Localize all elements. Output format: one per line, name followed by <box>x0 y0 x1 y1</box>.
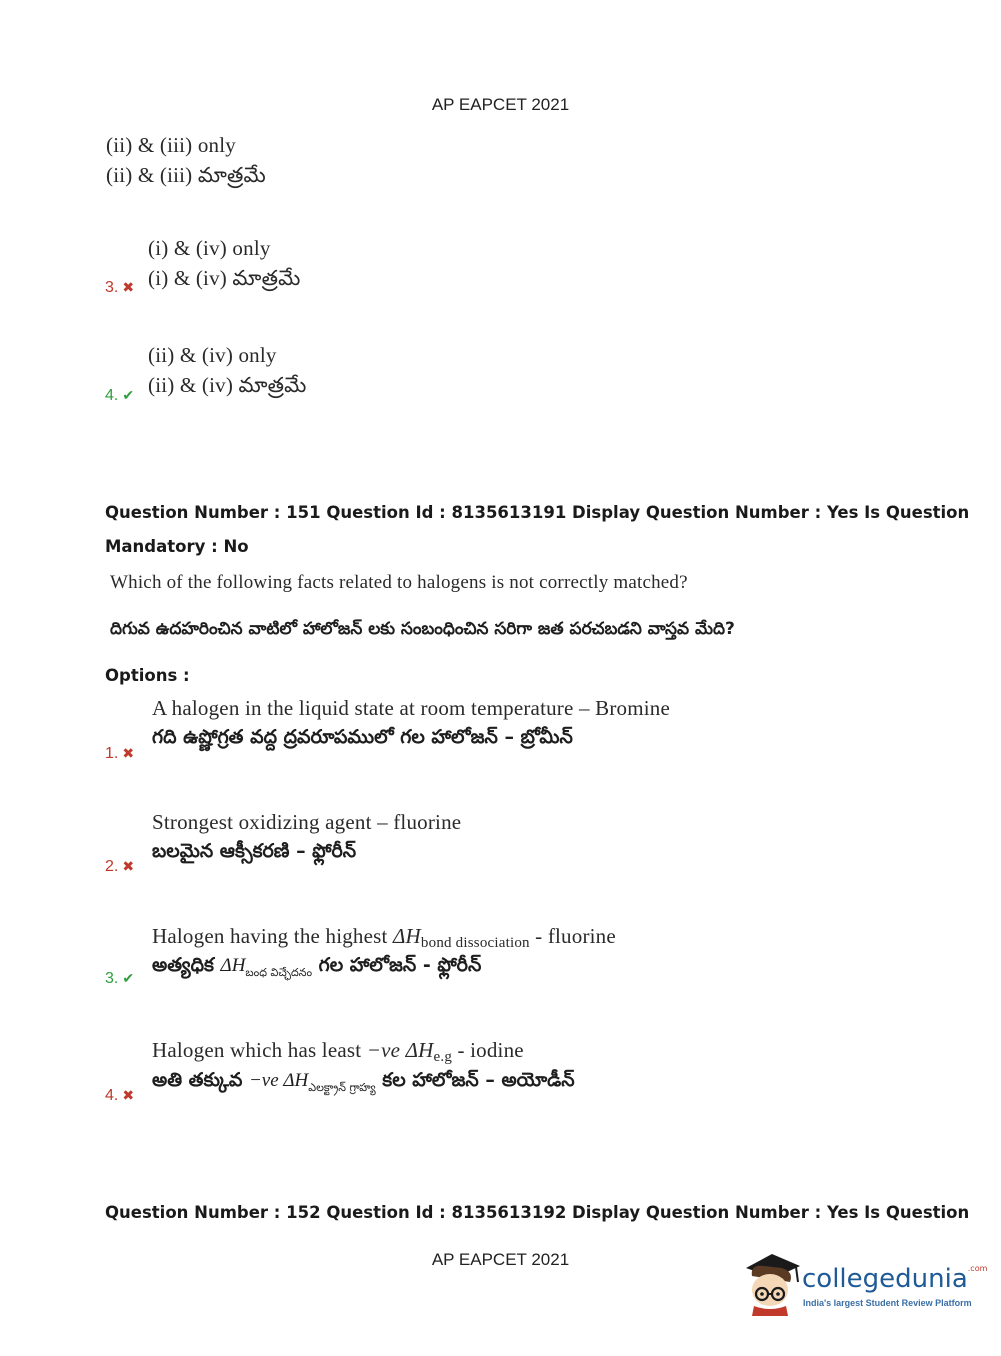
option-text-en: A halogen in the liquid state at room temperature – Bromine <box>152 696 671 720</box>
option-text-en: Halogen having the highest $\Delta H_{bond dissociation}$ - fluorine <box>152 924 616 951</box>
option-number: 1. ✖ <box>105 745 135 762</box>
option-text-te: అతి తక్కువ −ve $\Delta H_{ఎలక్ట్రాన్ గ్రాహ్య}$ కల హాలోజన్ – అయోడీన్ <box>152 1069 575 1094</box>
question-mandatory: Mandatory : No <box>105 537 249 556</box>
check-icon: ✔ <box>122 970 135 986</box>
option-number: 4. ✔ <box>105 387 135 404</box>
question-text-te: దిగువ ఉదహరించిన వాటిలో హాలోజన్ లకు సంబంధించిన సరిగా జత పరచబడని వాస్తవ మేది? <box>110 619 735 639</box>
page-header: AP EAPCET 2021 <box>431 95 570 114</box>
option-text-en: (i) & (iv) only <box>148 236 271 260</box>
question-text-en: Which of the following facts related to halogens is not correctly matched? <box>110 572 688 593</box>
option-text-te: (ii) & (iv) మాత్రమే <box>148 373 307 397</box>
mascot-icon <box>742 1250 802 1316</box>
option-text-en: Strongest oxidizing agent – fluorine <box>152 810 462 834</box>
option-text-te: అత్యధిక $\Delta H_{బంధ విచ్ఛేదనం}$ గల హాలోజన్ - ఫ్లోరీన్ <box>152 954 482 979</box>
option-text-te: (ii) & (iii) మాత్రమే <box>106 163 266 187</box>
option-text-te: (i) & (iv) మాత్రమే <box>148 266 301 290</box>
option-text-te: గది ఉష్ణోగ్రత వద్ద ద్రవరూపములో గల హాలోజన్ – బ్రోమీన్ <box>152 726 573 748</box>
option-text-te: బలమైన ఆక్సీకరణి – ఫ్లోరీన్ <box>152 840 357 862</box>
logo-wordmark: collegedunia$^{.com}$ <box>802 1264 988 1294</box>
option-text-en: Halogen which has least −ve $\Delta H_{e.g}$ - iodine <box>152 1038 524 1065</box>
question-meta: Question Number : 152 Question Id : 8135613192 Display Question Number : Yes Is Question <box>105 1203 970 1222</box>
option-text-en: (ii) & (iii) only <box>106 133 236 157</box>
logo-tagline: India's largest Student Review Platform <box>803 1298 972 1308</box>
cross-icon: ✖ <box>122 1087 135 1103</box>
options-label: Options : <box>105 666 190 685</box>
option-text-en: (ii) & (iv) only <box>148 343 277 367</box>
cross-icon: ✖ <box>122 858 135 874</box>
collegedunia-logo <box>742 1250 988 1320</box>
cross-icon: ✖ <box>122 279 135 295</box>
question-meta: Question Number : 151 Question Id : 8135613191 Display Question Number : Yes Is Question <box>105 503 970 522</box>
page-footer: AP EAPCET 2021 <box>431 1250 570 1269</box>
option-number: 3. ✔ <box>105 970 135 987</box>
option-number: 2. ✖ <box>105 858 135 875</box>
option-number: 3. ✖ <box>105 279 135 296</box>
check-icon: ✔ <box>122 387 135 403</box>
option-number: 4. ✖ <box>105 1087 135 1104</box>
cross-icon: ✖ <box>122 745 135 761</box>
